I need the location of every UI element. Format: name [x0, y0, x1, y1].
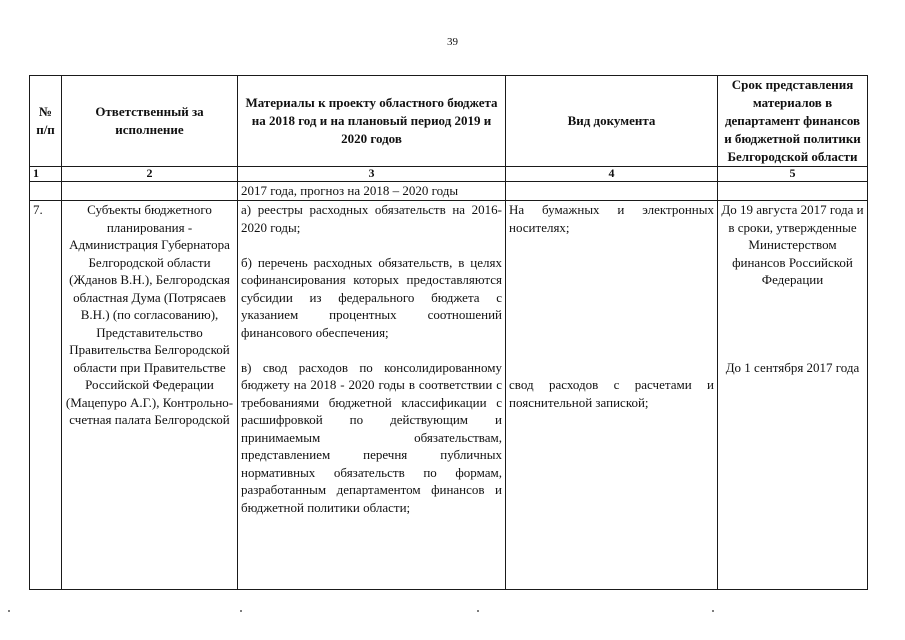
scan-dot [8, 610, 10, 612]
material-item-b: б) перечень расходных обязательств, в целях софинансирования которых предоставляются субсидии из федерального бюджета с указанием процентных соотношений финансового обеспечения; [241, 254, 502, 340]
header-row [30, 76, 868, 167]
doc-type-2: свод расходов с расчетами и пояснительной запиской; [509, 377, 714, 410]
column-number-4: 4 [506, 167, 718, 182]
spacer [509, 236, 714, 376]
header-responsible: Ответственный за исполнение [62, 76, 238, 167]
material-item-a: а) реестры расходных обязательств на 2016-2020 годы; [241, 202, 502, 235]
deadline-2: До 1 сентября 2017 года [725, 359, 860, 375]
scan-marks [0, 610, 905, 620]
scan-dot [477, 610, 479, 612]
column-numbers-row [30, 167, 868, 182]
continuation-cell-1 [30, 182, 62, 201]
page-number: 39 [447, 36, 458, 48]
deadline-cell [718, 201, 868, 590]
header-doc-type: Вид документа [506, 76, 718, 167]
table-row [30, 201, 868, 590]
scan-dot [240, 610, 242, 612]
scan-dot [712, 610, 714, 612]
document-table [29, 75, 868, 590]
column-number-3: 3 [238, 167, 506, 182]
header-deadline: Срок представления материалов в департамент финансов и бюджетной политики Белгородской области [718, 76, 868, 167]
doc-type-1: На бумажных и электронных носителях; [509, 202, 714, 235]
column-number-2: 2 [62, 167, 238, 182]
continuation-cell-2 [62, 182, 238, 201]
spacer [721, 289, 864, 359]
column-number-1: 1 [30, 167, 62, 182]
materials-cell [238, 201, 506, 590]
spacer [241, 236, 502, 254]
row-number: 7. [30, 201, 62, 590]
material-item-c: в) свод расходов по консолидированному бюджету на 2018 - 2020 годы в соответствии с требованиями бюджетной классификации с расшифровкой по действующим и принимаемым обязательствам, представлением перечня публичных нормативных обязательств по формам, разработанным департаментом финансов и бюджетной политики области; [241, 359, 502, 515]
spacer [241, 341, 502, 359]
header-number: № п/п [30, 76, 62, 167]
header-materials: Материалы к проекту областного бюджета на 2018 год и на плановый период 2019 и 2020 годов [238, 76, 506, 167]
doc-type-cell [506, 201, 718, 590]
responsible-cell: Субъекты бюджетного планирования - Администрация Губернатора Белгородской области (Жданов В.Н.), Белгородская областная Дума (Потрясаев В.Н.) (по согласованию), Представительство Правительства Белгородской области при Правительстве Российской Федерации (Мацепуро А.Г.), Контрольно-счетная палата Белгородской [62, 201, 238, 590]
continuation-cell-5 [718, 182, 868, 201]
continuation-cell-4 [506, 182, 718, 201]
deadline-1: До 19 августа 2017 года и в сроки, утвержденные Министерством финансов Российской Федерации [721, 202, 864, 287]
column-number-5: 5 [718, 167, 868, 182]
continuation-text: 2017 года, прогноз на 2018 – 2020 годы [238, 182, 506, 201]
continuation-row [30, 182, 868, 201]
